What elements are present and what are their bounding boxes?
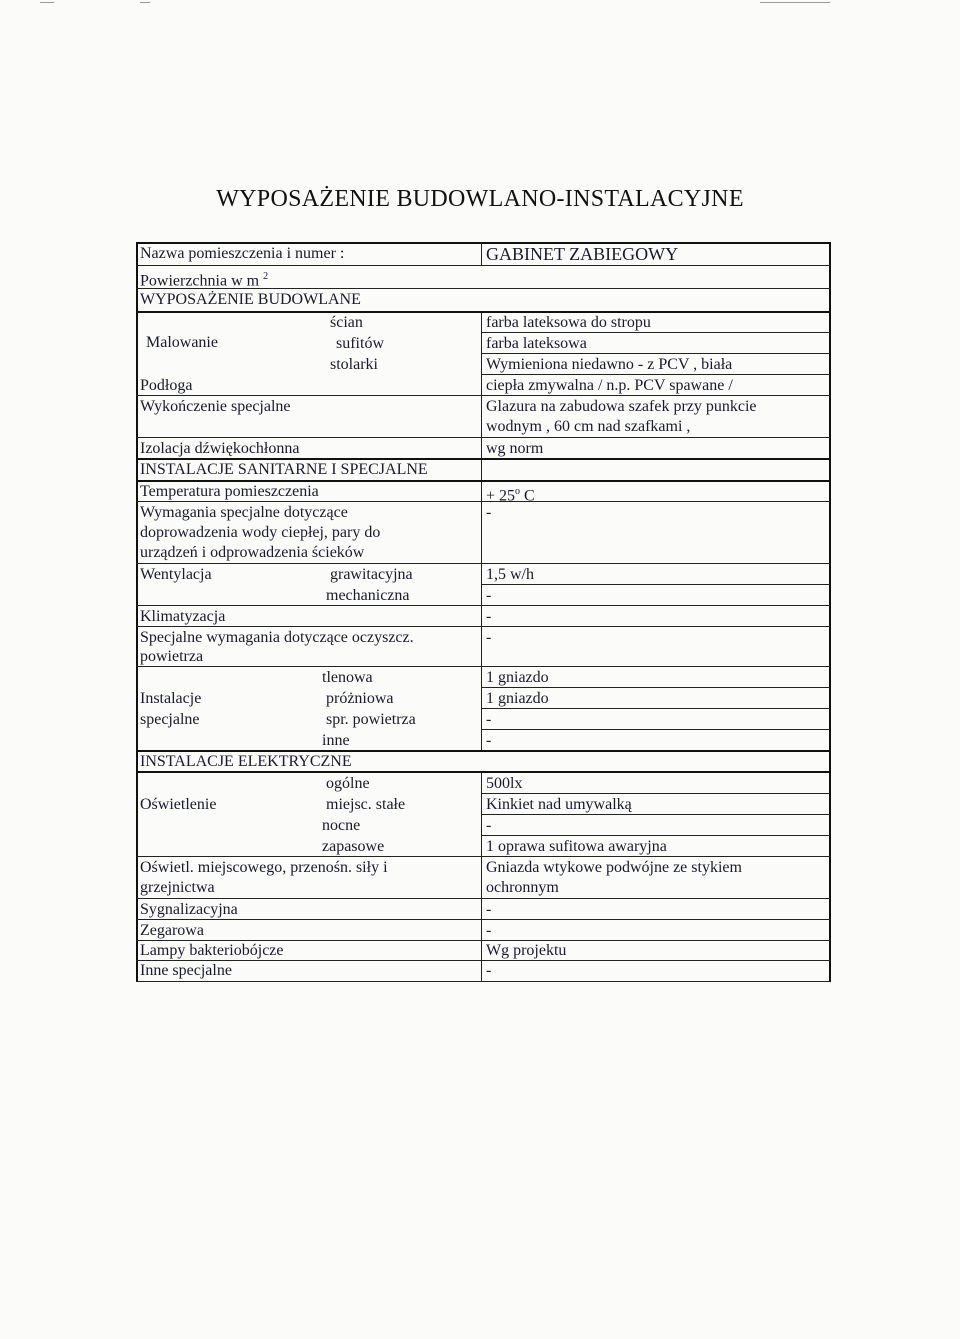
special-finish-label: Wykończenie specjalne [140, 398, 291, 415]
row-line [136, 563, 831, 564]
other-special-value: - [486, 962, 492, 979]
air-conditioning-label: Klimatyzacja [140, 608, 226, 625]
other-installations-value: - [486, 732, 492, 749]
special-installations-label: Instalacje [140, 690, 202, 707]
scan-mark [40, 2, 54, 3]
air-purification-label-2: powietrza [140, 648, 204, 665]
night-lighting-value: - [486, 817, 492, 834]
general-lighting-label: ogólne [326, 775, 370, 792]
special-finish-value: Glazura na zabudowa szafek przy punkcie [486, 398, 757, 415]
row-line [481, 835, 830, 836]
area-label: Powierzchnia w m $^2$ [140, 271, 269, 290]
walls-value: farba lateksowa do stropu [486, 314, 651, 331]
row-line [136, 626, 831, 627]
water-requirements-label: Wymagania specjalne dotyczące [140, 504, 348, 521]
vacuum-value: 1 gniazdo [486, 690, 549, 707]
water-requirements-label-2: doprowadzenia wody ciepłej, pary do [140, 524, 381, 541]
floor-label: Podłoga [140, 377, 193, 394]
walls-label: ścian [330, 314, 363, 331]
row-line [136, 856, 831, 857]
germicidal-lamps-value: Wg projektu [486, 942, 567, 959]
power-outlets-value: Gniazda wtykowe podwójne ze stykiem [486, 859, 742, 876]
local-lighting-label: miejsc. stałe [326, 796, 406, 813]
night-lighting-label: nocne [322, 817, 361, 834]
lighting-label: Oświetlenie [140, 796, 217, 813]
page-title: WYPOSAŻENIE BUDOWLANO-INSTALACYJNE [216, 186, 744, 213]
joinery-label: stolarki [330, 356, 378, 373]
ventilation-gravity-label: grawitacyjna [330, 566, 413, 583]
power-outlets-label: Oświetl. miejscowego, przenośn. siły i [140, 859, 388, 876]
water-requirements-value: - [486, 504, 492, 521]
oxygen-label: tlenowa [322, 669, 373, 686]
row-line [136, 919, 831, 920]
clock-label: Zegarowa [140, 922, 204, 939]
other-installations-label: inne [322, 732, 350, 749]
clock-value: - [486, 922, 492, 939]
row-line [136, 265, 831, 266]
vacuum-label: próżniowa [326, 690, 394, 707]
germicidal-lamps-label: Lampy bakteriobójcze [140, 942, 284, 959]
painting-label: Malowanie [146, 334, 218, 351]
water-requirements-label-3: urządzeń i odprowadzenia ścieków [140, 544, 365, 561]
building-section-heading: WYPOSAŻENIE BUDOWLANE [140, 291, 361, 308]
oxygen-value: 1 gniazdo [486, 669, 549, 686]
column-divider [481, 481, 482, 751]
compressed-air-value: - [486, 711, 492, 728]
ceilings-label: sufitów [336, 335, 384, 352]
joinery-value: Wymieniona niedawno - z PCV , biała [486, 356, 733, 373]
backup-lighting-value: 1 oprawa sufitowa awaryjna [486, 838, 667, 855]
column-divider [481, 312, 482, 481]
general-lighting-value: 500lx [486, 775, 523, 792]
row-line [136, 666, 831, 667]
power-outlets-value-2: ochronnym [486, 879, 559, 896]
special-finish-value-cont: wodnym , 60 cm nad szafkami , [486, 418, 691, 435]
signaling-value: - [486, 901, 492, 918]
room-name-label: Nazwa pomieszczenia i numer : [140, 245, 345, 262]
column-divider [481, 242, 482, 265]
ceilings-value: farba lateksowa [486, 335, 587, 352]
row-line [136, 437, 831, 438]
backup-lighting-label: zapasowe [322, 838, 385, 855]
electrical-section-heading: INSTALACJE ELEKTRYCZNE [140, 753, 352, 770]
local-lighting-value: Kinkiet nad umywalką [486, 796, 632, 813]
acoustic-insulation-label: Izolacja dźwiękochłonna [140, 440, 300, 457]
sanitary-section-heading: INSTALACJE SANITARNE I SPECJALNE [140, 461, 428, 478]
air-conditioning-value: - [486, 608, 492, 625]
row-line [136, 605, 831, 606]
temperature-value: + $25^o$ C [486, 486, 535, 505]
room-name-value: GABINET ZABIEGOWY [486, 244, 679, 264]
temperature-label: Temperatura pomieszczenia [140, 483, 319, 500]
compressed-air-label: spr. powietrza [326, 711, 416, 728]
scan-mark [140, 2, 150, 3]
other-special-label: Inne specjalne [140, 962, 232, 979]
ventilation-label: Wentylacja [140, 566, 212, 583]
ventilation-gravity-value: 1,5 w/h [486, 566, 534, 583]
section-line [136, 311, 831, 313]
scan-mark [760, 2, 830, 3]
floor-value: ciepła zmywalna / n.p. PCV spawane / [486, 377, 733, 394]
row-line [136, 898, 831, 899]
acoustic-insulation-value: wg norm [486, 440, 544, 457]
ventilation-mechanical-value: - [486, 587, 492, 604]
row-line [481, 793, 830, 794]
table-border-left [136, 242, 138, 982]
air-purification-value: - [486, 629, 492, 646]
table-border-bottom [136, 981, 831, 982]
signaling-label: Sygnalizacyjna [140, 901, 238, 918]
column-divider [481, 771, 482, 981]
row-line [481, 729, 830, 730]
air-purification-label: Specjalne wymagania dotyczące oczyszcz. [140, 629, 414, 646]
power-outlets-label-2: grzejnictwa [140, 879, 215, 896]
ventilation-mechanical-label: mechaniczna [326, 587, 410, 604]
special-installations-label-2: specjalne [140, 711, 200, 728]
